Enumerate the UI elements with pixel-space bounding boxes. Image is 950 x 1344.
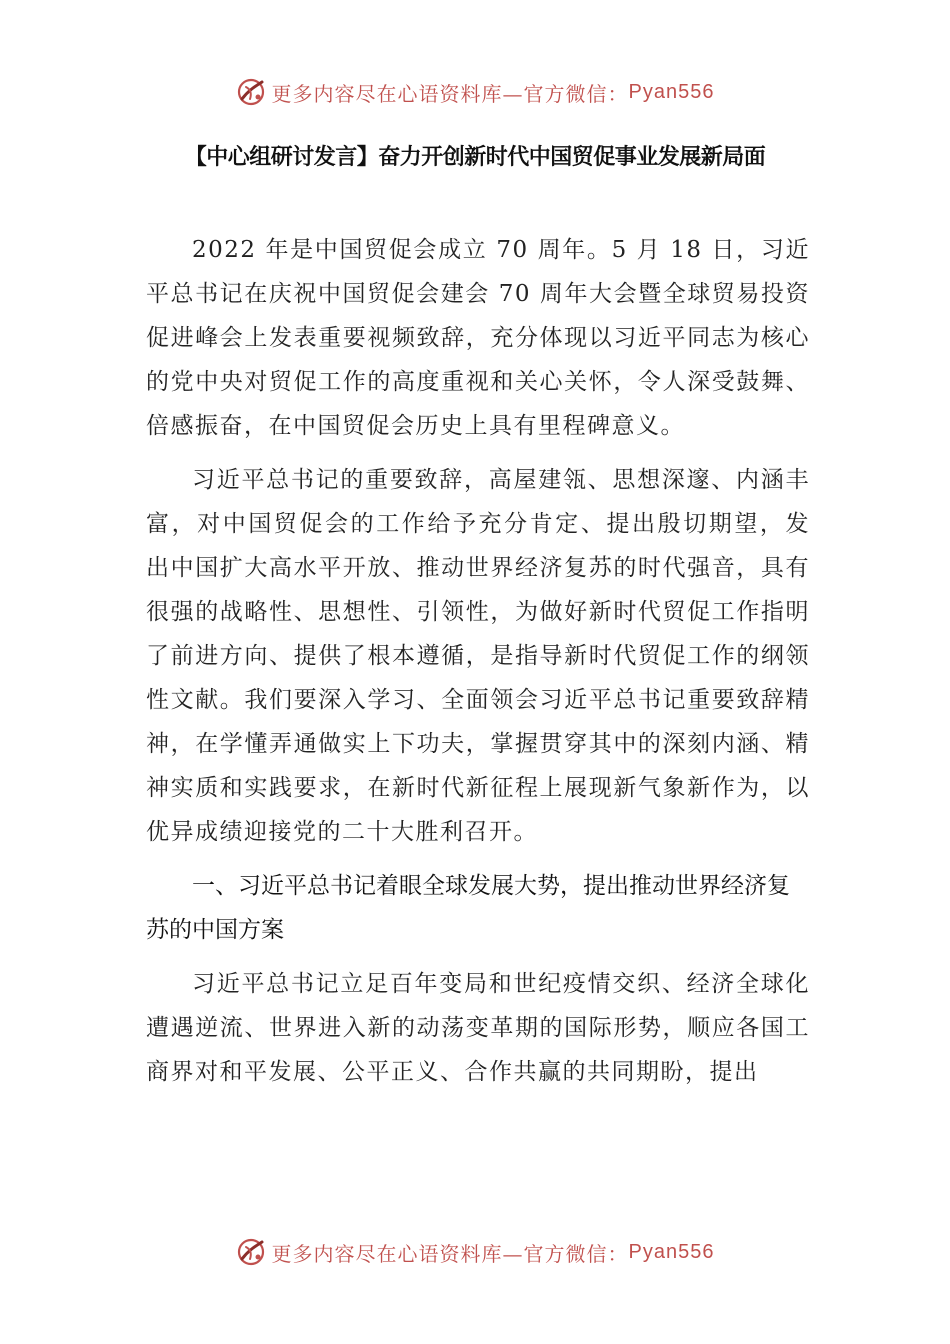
paragraph-1: 2022 年是中国贸促会成立 70 周年。5 月 18 日，习近平总书记在庆祝中国贸促会建会 70 周年大会暨全球贸易投资促进峰会上发表重要视频致辞，充分体现以习近平同志为核心的党中央对贸促工作的高度重视和关心关怀，令人深受鼓舞、倍感振奋，在中国贸促会历史上具有里程碑意义。 — [146, 237, 810, 439]
header-banner — [0, 72, 950, 112]
footer-wechat-id: Pyan556 — [628, 1240, 715, 1263]
header-banner-text: 更多内容尽在心语资料库—官方微信： — [271, 81, 629, 106]
document-body — [146, 228, 810, 1104]
brush-logo-icon — [236, 77, 266, 107]
header-wechat-id: Pyan556 — [628, 80, 715, 103]
section-heading: 一、习近平总书记着眼全球发展大势，提出推动世界经济复苏的中国方案 — [146, 873, 790, 943]
brush-logo-icon — [236, 1237, 266, 1267]
footer-banner-text: 更多内容尽在心语资料库—官方微信： — [271, 1241, 629, 1266]
document-title: 【中心组研讨发言】奋力开创新时代中国贸促事业发展新局面 — [184, 145, 766, 170]
paragraph-3: 习近平总书记立足百年变局和世纪疫情交织、经济全球化遭遇逆流、世界进入新的动荡变革期的国际形势，顺应各国工商界对和平发展、公平正义、合作共赢的共同期盼，提出 — [146, 971, 810, 1085]
footer-banner — [0, 1232, 950, 1272]
paragraph-2: 习近平总书记的重要致辞，高屋建瓴、思想深邃、内涵丰富，对中国贸促会的工作给予充分肯定、提出殷切期望，发 出中国扩大高水平开放、推动世界经济复苏的时代强音，具有很强的战略性、思想性、引领性，为做好新时代贸促工作指明了前进方向、提供了根本遵循，是指导新时代贸促工作的纲领性文献。我们要深入学习、全面领会习近平总书记重要致辞精神，在学懂弄通做实上下功夫，掌握贯穿其中的深刻内涵、精神实质和实践要求，在新时代新征程上展现新气象新作为，以优异成绩迎接党的二十大胜利召开。 — [146, 467, 810, 845]
